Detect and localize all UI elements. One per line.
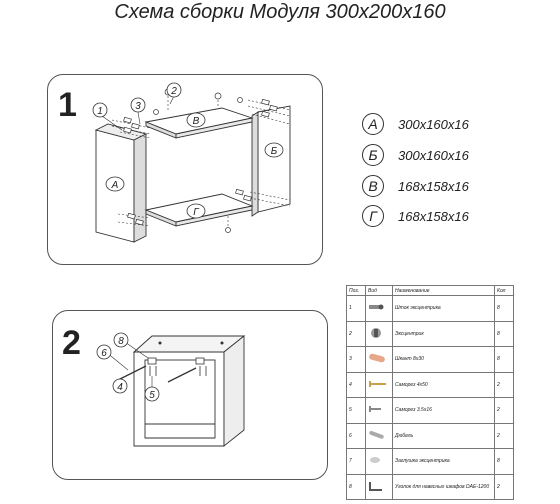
callout-6-text: 6 xyxy=(101,348,107,359)
callout-1-text: 1 xyxy=(97,106,103,117)
spec-table xyxy=(346,285,514,500)
dowel-icon xyxy=(368,353,386,363)
part-row xyxy=(362,141,469,169)
table-row xyxy=(347,296,514,322)
row-qty: 2 xyxy=(495,423,514,449)
row-name: Шток эксцентрика xyxy=(393,296,495,322)
label-g: Г xyxy=(193,207,199,218)
table-row xyxy=(347,372,514,398)
part-dims: 300x160x16 xyxy=(398,147,469,163)
row-pos: 5 xyxy=(347,398,366,424)
row-qty: 8 xyxy=(495,449,514,475)
header-view: Вид xyxy=(366,286,393,296)
part-row xyxy=(362,110,469,138)
label-v: В xyxy=(192,116,200,127)
step-2-number: 2 xyxy=(62,324,81,362)
callout-3-text: 3 xyxy=(135,101,141,112)
row-name: Саморез 3.5х16 xyxy=(393,398,495,424)
part-row xyxy=(362,172,469,200)
table-row xyxy=(347,474,514,500)
header-pos: Поз. xyxy=(347,286,366,296)
long-screw-icon xyxy=(368,380,388,388)
row-name: Заглушка эксцентрика xyxy=(393,449,495,475)
row-pos: 8 xyxy=(347,474,366,500)
row-pos: 4 xyxy=(347,372,366,398)
label-a: А xyxy=(111,180,119,191)
cam-cap-icon xyxy=(368,456,382,464)
callout-8-text: 8 xyxy=(118,336,124,347)
part-row xyxy=(362,202,469,230)
table-row xyxy=(347,398,514,424)
callout-5-text: 5 xyxy=(149,390,155,401)
row-name: Саморез 4х50 xyxy=(393,372,495,398)
row-name: Эксцентрик xyxy=(393,321,495,347)
step-2-panel xyxy=(52,310,328,480)
part-letter: Г xyxy=(362,205,384,227)
table-row xyxy=(347,423,514,449)
row-pos: 7 xyxy=(347,449,366,475)
part-dims: 168x158x16 xyxy=(398,208,469,224)
row-qty: 8 xyxy=(495,347,514,373)
short-screw-icon xyxy=(368,405,384,413)
row-qty: 8 xyxy=(495,321,514,347)
callout-4-text: 4 xyxy=(117,382,123,393)
header-name: Наименование xyxy=(393,286,495,296)
row-pos: 6 xyxy=(347,423,366,449)
row-name: Уголок для навесных шкафов DAE-1200 xyxy=(393,474,495,500)
part-letter: Б xyxy=(362,144,384,166)
part-dims: 300x160x16 xyxy=(398,116,469,132)
step-1-number: 1 xyxy=(58,86,77,124)
row-name: Шкант 8х30 xyxy=(393,347,495,373)
row-pos: 3 xyxy=(347,347,366,373)
part-letter: В xyxy=(362,175,384,197)
bracket-icon xyxy=(368,480,384,492)
row-pos: 2 xyxy=(347,321,366,347)
side-panel-b xyxy=(258,106,290,212)
wall-plug-icon xyxy=(368,430,386,440)
row-qty: 8 xyxy=(495,296,514,322)
header-qty: Кол xyxy=(495,286,514,296)
row-qty: 2 xyxy=(495,398,514,424)
label-b: Б xyxy=(270,146,278,157)
row-name: Дюбель xyxy=(393,423,495,449)
cam-lock-icon xyxy=(368,327,384,339)
table-row xyxy=(347,449,514,475)
page-title: Схема сборки Модуля 300х200х160 xyxy=(114,1,446,23)
spec-header-row xyxy=(347,286,514,296)
row-qty: 2 xyxy=(495,372,514,398)
table-row xyxy=(347,321,514,347)
table-row xyxy=(347,347,514,373)
row-pos: 1 xyxy=(347,296,366,322)
row-qty: 2 xyxy=(495,474,514,500)
part-letter: А xyxy=(362,113,384,135)
part-dims: 168x158x16 xyxy=(398,178,469,194)
callout-2-text: 2 xyxy=(171,86,177,97)
cam-bolt-icon xyxy=(368,302,384,312)
